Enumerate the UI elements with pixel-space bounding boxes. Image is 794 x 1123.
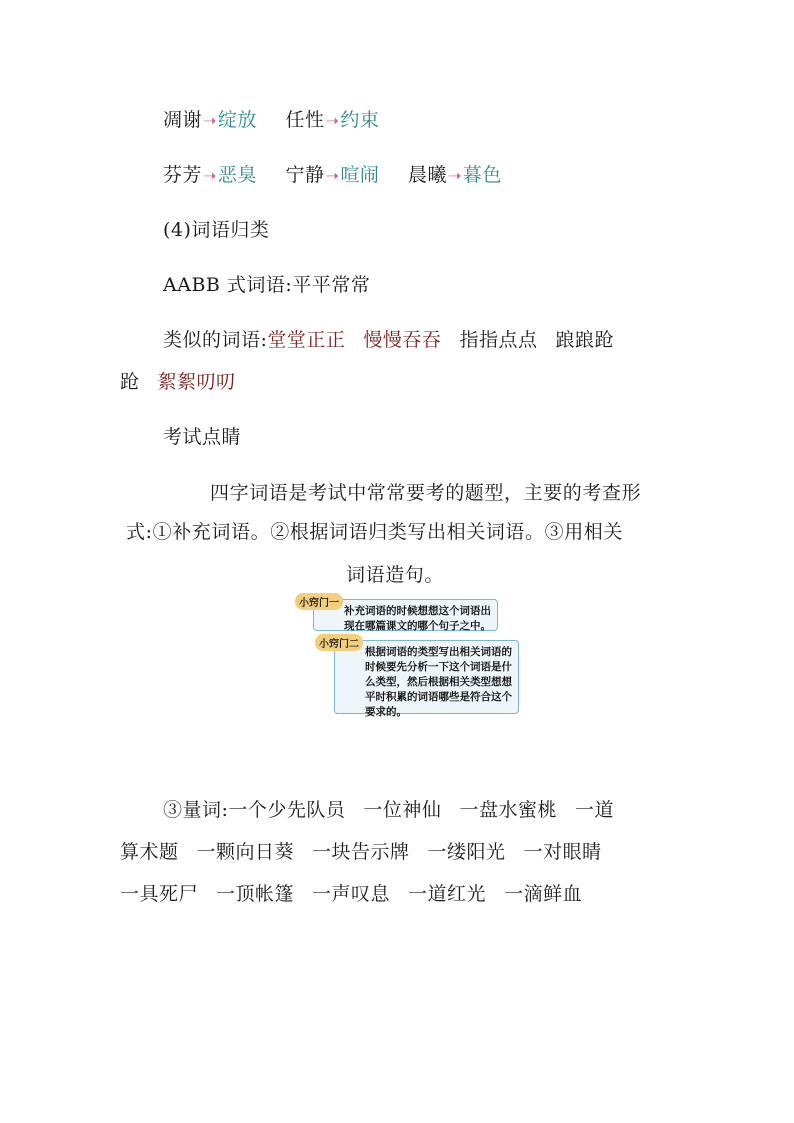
arrow-right-icon: ➝ (325, 111, 340, 130)
measure-word: 一声叹息 (312, 883, 391, 905)
similar-word: 堂堂正正 (267, 329, 346, 351)
antonym-pair (285, 105, 379, 132)
arrow-right-icon: ➝ (203, 166, 217, 185)
similar-word: 踉踉跄 (555, 329, 614, 351)
measure-word: 一对眼睛 (523, 841, 602, 863)
measure-word: 一缕阳光 (427, 841, 506, 863)
antonym-pair (163, 160, 257, 187)
classify-heading: (4)词语归类 (163, 219, 270, 241)
exam-para-line-2: 式:①补充词语。②根据词语归类写出相关词语。③用相关 (126, 521, 624, 543)
antonym-answer: 约束 (340, 109, 380, 131)
measure-word: 一滴鲜血 (504, 883, 583, 905)
tip-1-tag: 小窍门一 (295, 593, 343, 610)
arrow-right-icon: ➝ (203, 111, 217, 130)
antonym-row-2 (163, 160, 524, 187)
measure-word: 一道 (574, 799, 614, 821)
aabb-example: 平平常常 (292, 274, 371, 296)
exam-para-line-1: 四字词语是考试中常常要考的题型，主要的考查形 (210, 482, 642, 504)
antonym-word: 芬芳 (163, 164, 203, 186)
aabb-line (163, 270, 370, 297)
similar-word: 絮絮叨叨 (157, 371, 236, 393)
similar-word: 跄 (120, 371, 140, 393)
tip-1-box: 补充词语的时候想想这个词语出现在哪篇课文的哪个句子之中。 (313, 599, 498, 631)
antonym-answer: 恶臭 (217, 164, 257, 186)
arrow-right-icon: ➝ (325, 166, 340, 185)
antonym-pair (285, 160, 379, 187)
measure-line-1 (163, 795, 614, 822)
antonym-pair (163, 105, 257, 132)
measure-word: 算术题 (120, 841, 179, 863)
measure-word: 一位神仙 (363, 799, 442, 821)
measure-word: 一个少先队员 (228, 799, 346, 821)
aabb-label: AABB 式词语: (163, 274, 293, 296)
similar-line-1 (163, 325, 614, 352)
antonym-answer: 暮色 (462, 164, 502, 186)
tip-2-tag: 小窍门二 (315, 634, 363, 651)
measure-word: 一颗向日葵 (196, 841, 295, 863)
measure-line-2 (120, 837, 602, 864)
exam-heading: 考试点睛 (163, 426, 242, 448)
antonym-answer: 绽放 (217, 109, 257, 131)
measure-word: 一顶帐篷 (216, 883, 295, 905)
antonym-answer: 喧闹 (340, 164, 380, 186)
antonym-word: 任性 (285, 109, 325, 131)
antonym-word: 宁静 (285, 164, 325, 186)
measure-word: 一道红光 (408, 883, 487, 905)
measure-word: 一盘水蜜桃 (459, 799, 557, 821)
similar-word: 慢慢吞吞 (363, 329, 442, 351)
antonym-word: 凋谢 (163, 109, 203, 131)
antonym-word: 晨曦 (407, 164, 447, 186)
measure-line-3 (120, 879, 582, 906)
measure-label: ③量词: (163, 799, 229, 821)
similar-label: 类似的词语: (163, 329, 268, 351)
measure-word: 一具死尸 (120, 883, 199, 905)
antonym-row-1 (163, 105, 401, 132)
tip-2-box: 根据词语的类型写出相关词语的时候要先分析一下这个词语是什么类型，然后根据相关类型想想平时积累的词语哪些是符合这个要求的。 (334, 640, 519, 714)
arrow-right-icon: ➝ (447, 166, 462, 185)
exam-para-line-3: 词语造句。 (346, 564, 445, 586)
similar-word: 指指点点 (459, 329, 538, 351)
measure-word: 一块告示牌 (312, 841, 410, 863)
antonym-pair (408, 160, 502, 187)
similar-line-2 (120, 367, 236, 394)
